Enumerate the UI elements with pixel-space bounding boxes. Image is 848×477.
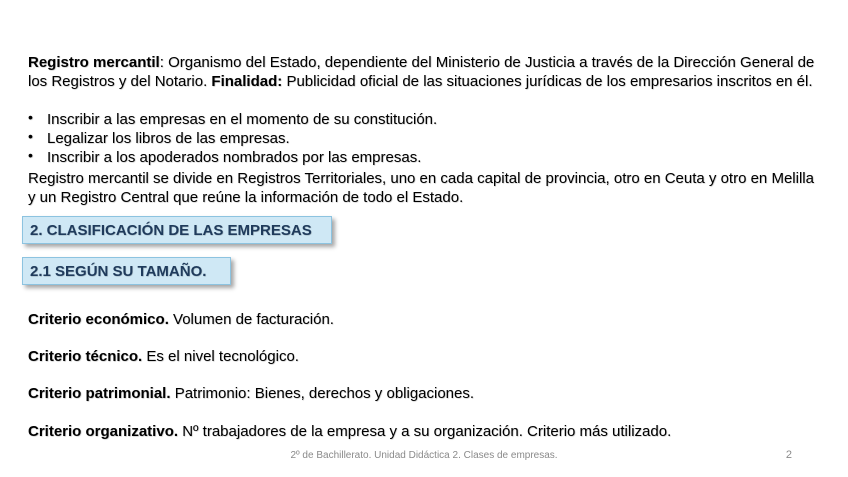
- criterio-patrimonial: [28, 384, 818, 403]
- slide-footer: 2º de Bachillerato. Unidad Didáctica 2. Clases de empresas.: [290, 450, 558, 461]
- list-item-text: Inscribir a las empresas en el momento de su constitución.: [47, 111, 438, 128]
- subsection-heading: 2.1 SEGÚN SU TAMAÑO.: [22, 257, 231, 285]
- finalidad-text: Publicidad oficial de las situaciones jurídicas de los empresarios inscritos en él.: [286, 73, 813, 90]
- criterio-economico: [28, 310, 818, 329]
- page-number: 2: [785, 449, 792, 461]
- bullet-icon: •: [28, 147, 33, 163]
- registro-term: Registro mercantil: [28, 54, 160, 71]
- criterio-text: Es el nivel tecnológico.: [146, 348, 299, 365]
- criterio-organizativo: [28, 422, 818, 441]
- bullet-icon: •: [28, 128, 33, 144]
- criterio-tecnico: [28, 347, 818, 366]
- section-heading: 2. CLASIFICACIÓN DE LAS EMPRESAS: [22, 216, 332, 244]
- criterio-label: Criterio organizativo.: [28, 423, 179, 440]
- criterio-text: Patrimonio: Bienes, derechos y obligaciones.: [174, 385, 475, 402]
- criterio-text: Nº trabajadores de la empresa y a su organización. Criterio más utilizado.: [182, 423, 672, 440]
- registro-division-paragraph: Registro mercantil se divide en Registros Territoriales, uno en cada capital de provincia, otro en Ceuta y otro en Melilla y un Registro Central que reúne la información de todo el Estado.: [28, 170, 814, 206]
- criterio-label: Criterio económico.: [28, 311, 169, 328]
- criterio-label: Criterio técnico.: [28, 348, 143, 365]
- registro-separator: :: [159, 54, 169, 71]
- list-item: [28, 129, 818, 148]
- finalidad-label: Finalidad:: [211, 73, 283, 90]
- list-item-text: Legalizar los libros de las empresas.: [47, 130, 290, 147]
- list-item: [28, 110, 818, 129]
- bullet-icon: •: [28, 109, 33, 125]
- criterio-text: Volumen de facturación.: [173, 311, 334, 328]
- list-item: [28, 148, 818, 167]
- criterio-label: Criterio patrimonial.: [28, 385, 171, 402]
- list-item-text: Inscribir a los apoderados nombrados por las empresas.: [47, 149, 422, 166]
- registro-definition: Organismo del Estado, dependiente del Ministerio de Justicia a través de la Dirección General de los Registros y del Notario.: [28, 54, 815, 90]
- functions-list: [28, 110, 818, 167]
- registro-mercantil-paragraph: [28, 53, 818, 91]
